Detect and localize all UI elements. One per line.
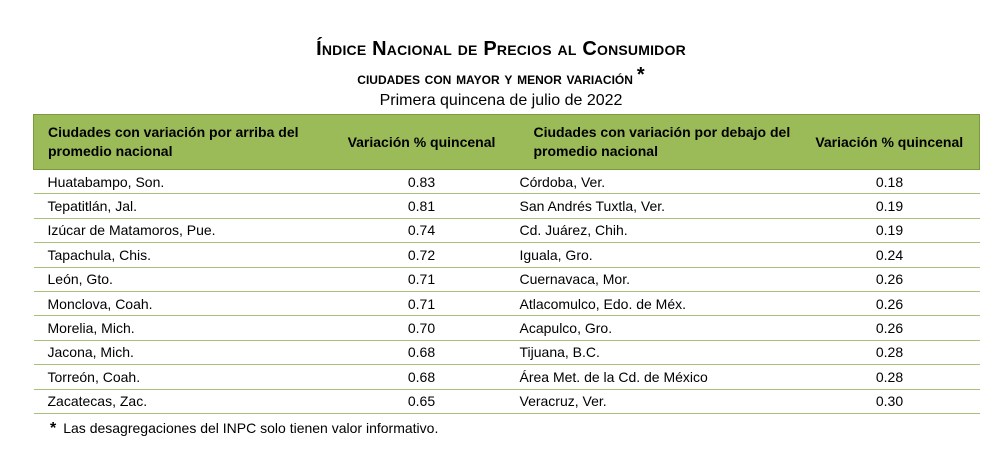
- document-subtitle: [0, 64, 1002, 90]
- below-city-cell: Iguala, Gro.: [520, 243, 800, 267]
- above-city-cell: León, Gto.: [34, 267, 324, 291]
- table-row: [34, 389, 980, 413]
- above-value-cell: 0.81: [324, 194, 520, 218]
- table-row: [34, 243, 980, 267]
- above-value-cell: 0.68: [324, 365, 520, 389]
- below-city-cell: Cd. Juárez, Chih.: [520, 218, 800, 242]
- header-above-value: Variación % quincenal: [324, 115, 520, 170]
- document-title: Índice Nacional de Precios al Consumidor: [316, 38, 686, 60]
- below-city-cell: Tijuana, B.C.: [520, 340, 800, 364]
- above-city-cell: Izúcar de Matamoros, Pue.: [34, 218, 324, 242]
- table-row: [34, 291, 980, 315]
- subtitle-footnote-mark: *: [636, 64, 645, 86]
- below-city-cell: Cuernavaca, Mor.: [520, 267, 800, 291]
- above-city-cell: Tepatitlán, Jal.: [34, 194, 324, 218]
- above-city-cell: Zacatecas, Zac.: [34, 389, 324, 413]
- above-value-cell: 0.65: [324, 389, 520, 413]
- above-value-cell: 0.70: [324, 316, 520, 340]
- below-value-cell: 0.24: [800, 243, 980, 267]
- below-city-cell: Córdoba, Ver.: [520, 170, 800, 194]
- table-row: [34, 340, 980, 364]
- below-value-cell: 0.30: [800, 389, 980, 413]
- below-value-cell: 0.18: [800, 170, 980, 194]
- below-city-cell: Atlacomulco, Edo. de Méx.: [520, 291, 800, 315]
- below-city-cell: Área Met. de la Cd. de México: [520, 365, 800, 389]
- header-below-value: Variación % quincenal: [800, 115, 980, 170]
- header-row: [34, 115, 980, 170]
- table-row: [34, 267, 980, 291]
- footnote: [50, 419, 438, 438]
- below-city-cell: San Andrés Tuxtla, Ver.: [520, 194, 800, 218]
- below-city-cell: Veracruz, Ver.: [520, 389, 800, 413]
- above-city-cell: Torreón, Coah.: [34, 365, 324, 389]
- inpc-city-variation-table: [33, 114, 980, 414]
- below-value-cell: 0.26: [800, 291, 980, 315]
- below-value-cell: 0.19: [800, 194, 980, 218]
- above-city-cell: Morelia, Mich.: [34, 316, 324, 340]
- table-row: [34, 365, 980, 389]
- header-above-city: Ciudades con variación por arriba del promedio nacional: [34, 115, 324, 170]
- below-value-cell: 0.26: [800, 267, 980, 291]
- table-row: [34, 170, 980, 194]
- above-value-cell: 0.83: [324, 170, 520, 194]
- footnote-text: Las desagregaciones del INPC solo tienen valor informativo.: [63, 420, 439, 436]
- below-value-cell: 0.28: [800, 365, 980, 389]
- above-value-cell: 0.71: [324, 291, 520, 315]
- below-value-cell: 0.19: [800, 218, 980, 242]
- period-label: Primera quincena de julio de 2022: [379, 92, 623, 109]
- above-city-cell: Tapachula, Chis.: [34, 243, 324, 267]
- table-row: [34, 316, 980, 340]
- footnote-mark: *: [50, 420, 57, 437]
- table-body: [34, 170, 980, 414]
- below-city-cell: Acapulco, Gro.: [520, 316, 800, 340]
- above-value-cell: 0.71: [324, 267, 520, 291]
- below-value-cell: 0.28: [800, 340, 980, 364]
- below-value-cell: 0.26: [800, 316, 980, 340]
- above-value-cell: 0.74: [324, 218, 520, 242]
- title-block: [0, 36, 1002, 111]
- above-value-cell: 0.68: [324, 340, 520, 364]
- table-row: [34, 218, 980, 242]
- above-city-cell: Jacona, Mich.: [34, 340, 324, 364]
- above-value-cell: 0.72: [324, 243, 520, 267]
- above-city-cell: Huatabampo, Son.: [34, 170, 324, 194]
- subtitle-text: ciudades con mayor y menor variación: [357, 69, 633, 88]
- table-header: [34, 115, 980, 170]
- header-below-city: Ciudades con variación por debajo del promedio nacional: [520, 115, 800, 170]
- above-city-cell: Monclova, Coah.: [34, 291, 324, 315]
- table-row: [34, 194, 980, 218]
